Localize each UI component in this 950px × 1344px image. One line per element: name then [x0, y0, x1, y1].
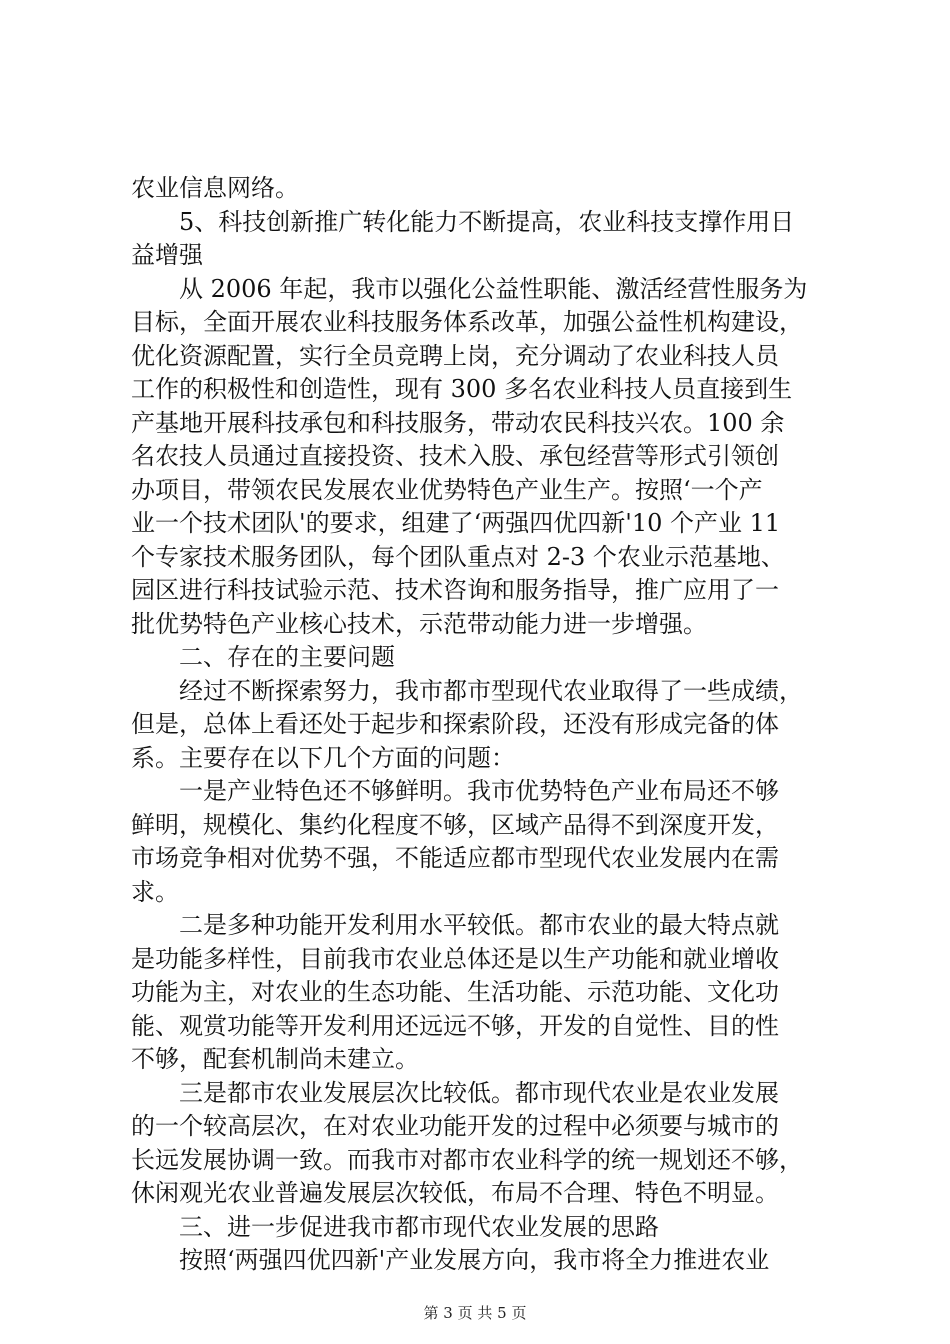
- text-line: 从 2006 年起，我市以强化公益性职能、激活经营性服务为: [179, 274, 808, 303]
- text-line: 二、存在的主要问题: [179, 643, 395, 671]
- text-line: 功能为主，对农业的生态功能、生活功能、示范功能、文化功: [131, 978, 779, 1006]
- text-line: 5、科技创新推广转化能力不断提高，农业科技支撑作用日: [179, 207, 795, 236]
- text-line: 不够，配套机制尚未建立。: [131, 1045, 419, 1073]
- text-line: 系。主要存在以下几个方面的问题：: [131, 743, 515, 772]
- text-line: 能、观赏功能等开发利用还远远不够，开发的自觉性、目的性: [131, 1011, 779, 1040]
- text-line: 目标，全面开展农业科技服务体系改革，加强公益性机构建设，: [131, 308, 803, 336]
- text-line: 是功能多样性，目前我市农业总体还是以生产功能和就业增收: [131, 944, 779, 973]
- text-line: 求。: [131, 877, 179, 906]
- text-line: 长远发展协调一致。而我市对都市农业科学的统一规划还不够，: [131, 1145, 803, 1174]
- text-line: 的一个较高层次，在对农业功能开发的过程中必须要与城市的: [131, 1112, 779, 1140]
- text-line: 按照‘两强四优四新'产业发展方向，我市将全力推进农业: [179, 1246, 770, 1274]
- text-line: 园区进行科技试验示范、技术咨询和服务指导，推广应用了一: [131, 576, 779, 604]
- text-line: 名农技人员通过直接投资、技术入股、承包经营等形式引领创: [131, 442, 779, 470]
- text-line: 产基地开展科技承包和科技服务，带动农民科技兴农。100 余: [131, 408, 785, 437]
- text-line: 休闲观光农业普遍发展层次较低，布局不合理、特色不明显。: [131, 1179, 779, 1207]
- text-line: 市场竞争相对优势不强，不能适应都市型现代农业发展内在需: [131, 844, 779, 872]
- text-line: 二是多种功能开发利用水平较低。都市农业的最大特点就: [179, 911, 779, 939]
- text-line: 办项目，带领农民发展农业优势特色产业生产。按照‘一个产: [131, 475, 763, 504]
- page-number-label: 第 3 页 共 5 页: [423, 1304, 527, 1322]
- text-line: 批优势特色产业核心技术，示范带动能力进一步增强。: [131, 609, 707, 638]
- document-body: [131, 172, 849, 1278]
- text-line: 益增强: [131, 241, 203, 269]
- text-line: 但是，总体上看还处于起步和探索阶段，还没有形成完备的体: [131, 710, 779, 738]
- page-footer: [0, 1302, 950, 1323]
- text-line: 优化资源配置，实行全员竞聘上岗，充分调动了农业科技人员: [131, 341, 779, 370]
- text-line: 经过不断探索努力，我市都市型现代农业取得了一些成绩，: [179, 676, 803, 705]
- text-line: 个专家技术服务团队，每个团队重点对 2-3 个农业示范基地、: [131, 542, 785, 571]
- text-line: 鲜明，规模化、集约化程度不够，区域产品得不到深度开发，: [131, 810, 779, 839]
- text-line: 业一个技术团队'的要求，组建了‘两强四优四新'10 个产业 11: [131, 509, 781, 537]
- text-line: 三是都市农业发展层次比较低。都市现代农业是农业发展: [179, 1078, 779, 1107]
- text-line: 农业信息网络。: [131, 174, 299, 202]
- text-line: 工作的积极性和创造性，现有 300 多名农业科技人员直接到生: [131, 375, 793, 403]
- text-line: 一是产业特色还不够鲜明。我市优势特色产业布局还不够: [179, 777, 779, 805]
- text-line: 三、进一步促进我市都市现代农业发展的思路: [179, 1212, 659, 1241]
